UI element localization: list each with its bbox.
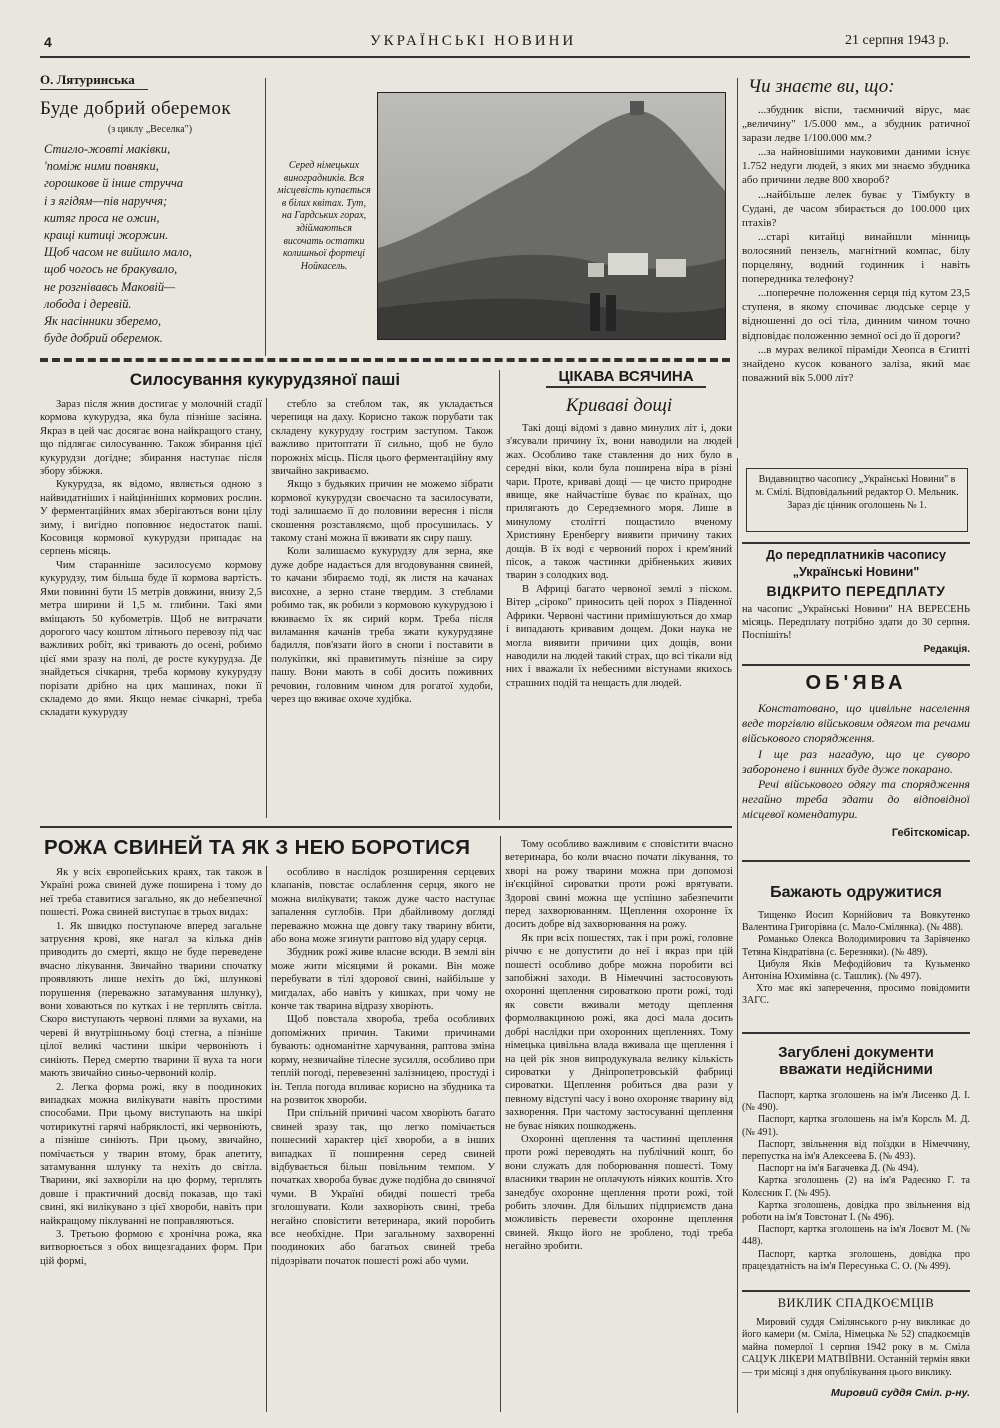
lost-title-1: Загублені документи	[778, 1044, 934, 1061]
marry-rule	[742, 1032, 970, 1034]
poem-line: горошкове й інше стручча	[44, 176, 184, 191]
poem	[40, 72, 260, 362]
poem-line: 'поміж ними повняки,	[44, 159, 159, 174]
curious-text	[506, 422, 732, 822]
notice-paragraph: Констатовано, що цивільне населення веде торгівлю військовим одягом та речами військового спорядження.	[742, 701, 970, 746]
lost-document-item: Паспорт, картка зголошень на ім'я Корсль М. Д. (№ 491).	[742, 1114, 970, 1138]
silage-paragraph: Якщо з будьяких причин не можемо зібрати кормової кукурудзи своєчасно та засилосувати, тоді залишаємо її до половини вересня і після скошення розставляємо, щоб просушилась. У такому стані можна її вживати як сиру пашу.	[271, 479, 493, 545]
notice-rule	[742, 860, 970, 862]
curious-paragraph: В Африці багато червоної землі з піском. Вітер „сіроко" приносить цей порох з Південної Африки. Червоні частини примішуються до хмар і випадають кривавим дощем. Доки наука не могла виявити причини цих дощів, вони наводили на людей такий страх, що всі тікали від них і вважали їх небесними вістунами якихось страшних подій та нещасть для людей.	[506, 583, 732, 689]
erysipelas-paragraph: Збудник рожі живе власне всюди. В землі він може жити місяцями й роками. Він може перебувати в тілі здорової свині, найбільше у мигдалах, або навіть у кишках, при чому не конче так тварина відразу хворіють.	[271, 947, 495, 1013]
erysipelas-title: РОЖА СВИНЕЙ ТА ЯК З НЕЮ БОРОТИСЯ	[44, 836, 471, 859]
subscribe-rule-top	[742, 542, 970, 544]
subscribe-sign: Редакція.	[923, 644, 970, 655]
lost-document-item: Паспорт, картка зголошень на ім'я Лисенко Д. І. (№ 490).	[742, 1090, 970, 1114]
mid-rule	[40, 826, 732, 828]
erysipelas-paragraph: 2. Легка форма рожі, яку в поодиноких випадках можна вилікувати навіть простими способами. При цьому виступають на шкірі чотирикутні гарячі набряклості, які червоніють, а пізніше синіють. При цьому, звичайно, помічається у тварин втому, брак апетиту, затамування шлунку та нехіть до світла. Тварини, які захворіли на цю форму, терплять довше і практичний досвід показав, що такі свині, які вилікувано з цієї хвороби, навіть при найкращому піклуванні не поправляються.	[40, 1081, 262, 1227]
heirs-body: Мировий суддя Смілянського р-ну викликає до його камери (м. Сміла, Німецька № 52) спадкоємців майна померлої 1 серпня 1942 року в м. Сміла САЦУК ЛІКЕРИ МАТВІЇВНИ. Останній термін явки — три місяці з дня опублікування цього виклику.	[742, 1317, 970, 1378]
mountain-landscape-image	[378, 93, 726, 340]
erysipelas-paragraph: 1. Як швидко поступаюче вперед загальне затруєння крові, яке нагал за кілька днів приводить до смерті, якщо не буде переведене вчасно лікування. Звичайно тварини спочатку проявляють лише нехіть до їжі, шлункові порушення (переважно затамування шлунку), вони ховаються по кутках і не терплять світла. Скоро виступають червоні плями за вухами, на череві й внутрішньому боці стегна, а пізніше цілої великі частини шкіри червоніють і синіють. Перед смертю тварини її вуха та ноги мають звичайно синьо-червоний колір.	[40, 920, 262, 1080]
poem-line: Стигло-жовті маківки,	[44, 142, 171, 156]
subscribe-line-1: До передплатників часопису	[766, 548, 946, 562]
lost-document-item: Паспорт, звільнення від поїздки в Німеччину, перепустка на ім'я Алексеева Б. (№ 493).	[742, 1138, 970, 1163]
poem-line: лобода і деревій.	[44, 296, 132, 311]
notice-paragraph: Речі військового одягу та спорядження негайно треба здати до відповідної місцевої комендатури.	[742, 777, 970, 822]
notice-text	[742, 701, 970, 823]
silage-paragraph: Кукурудза, як відомо, являється одною з найвидатніших і найцінніших кормових рослин. У ферментаційних ямах зберігаються вони цілу зиму, і вигідно поповнює недостаток паші. Косовиця кормової кукурудзи припадає на серпень місяць.	[40, 479, 262, 558]
marry-item: Цибуля Яків Мефодійович та Кузьменко Антоніна Юхимівна (с. Ташлик). (№ 497).	[742, 958, 970, 983]
erysipelas-column-1	[40, 866, 262, 1412]
silage-column-1	[40, 398, 262, 818]
silage-column-divider	[266, 398, 267, 818]
lost-document-item: Картка зголошень (2) на ім'я Радеєнко Г. та Колєсник Г. (№ 495).	[742, 1175, 970, 1199]
erysipelas-paragraph: особливо в наслідок розширення серцевих клапанів, повстає ослаблення серця, якого не можна вилікувати; також дуже часто наступає запалення суглобів. При дбайливому догляді переважно можна ще довгу таку тварину вбити, або вона може згинути раптово від удару серця.	[271, 867, 495, 946]
top-dash-rule	[40, 358, 730, 362]
marriage-announcements	[742, 866, 970, 1030]
lost-items	[742, 1090, 970, 1273]
lost-title-2: вважати недійсними	[779, 1061, 933, 1078]
poem-line: буде добрий оберемок.	[44, 331, 163, 346]
notice-title: ОБ'ЯВА	[805, 672, 907, 694]
did-you-know-item: ...найбільше лелек буває у Тімбукту в Судані, де часом збирається до 100.000 цих птахів?	[742, 188, 970, 229]
did-you-know-item: ...за найновішими науковими даними існує 1.752 недуги людей, з яких ми знаємо збудника або причини ледве 800 хвороб?	[742, 146, 970, 187]
erysipelas-divider-1	[266, 866, 267, 1412]
poem-line: і з ягідям—пів наруччя;	[44, 193, 168, 208]
curious-title: Криваві дощі	[565, 395, 673, 416]
curious-paragraph: Такі дощі відомі з давно минулих літ і, доки з'ясували причину їх, вони наводили на людей жах. Особливо таке ставлення до них було в середні віки, коли була поширена віра в різні чари. Проте, криваві дощі — це чисто природне явище, яке найчастіше буває по країнах, що прилягають до Середземного моря. Лише в минулому столітті пощастило вченому Християну Еренбергу виявити причину таких дощів. В їх воді є червоний порох і крем'яний пісок, а також частинки дрібненьких живих тварин з солодких вод.	[506, 423, 732, 582]
lost-documents	[742, 1038, 970, 1284]
heirs-sign: Мировий суддя Сміл. р-ну.	[831, 1387, 970, 1400]
did-you-know-item: ...поперечне положення серця під кутом 23,5 ступеня, в якому спочиває людське серце у відношенні до осі тіла, динним чином точно відповідає положенню земної осі до її дороги?	[742, 287, 970, 342]
marry-footer: Хто має які заперечення, просимо повідомити ЗАГС.	[742, 983, 970, 1007]
erysipelas-paragraph: Тому особливо важливим є сповістити вчасно ветеринара, бо коли вчасно почати лікування, то хворі на рожу тварини можна при допомозі ін'єкційної сироватки проти рожі врятувати. Здорові свині можна ще успішно забезпечити перед захворюванням. Щеплення охоронне їх досить добре від захворювання на рожу.	[505, 839, 733, 931]
subscribe-body: на часопис „Українські Новини" НА ВЕРЕСЕНЬ місяць. Передплату потрібно здати до 30 серпня. Поспішіть!	[742, 604, 970, 641]
poem-subtitle: (з циклу „Веселка")	[107, 124, 193, 135]
paper-title: УКРАЇНСЬКІ НОВИНИ	[370, 33, 577, 49]
did-you-know-item: ...старі китайці винайшли мінниць волосяний пензель, магнітний компас, білу порцеляну, водний годинник і навіть попередника телефону?	[742, 230, 970, 286]
heirs-title: ВИКЛИК СПАДКОЄМЦІВ	[777, 1296, 935, 1310]
silage-curious-divider	[499, 370, 500, 820]
poem-line: щоб чогось не бракувало,	[44, 262, 178, 277]
lost-document-item: Паспорт, картка зголошень на ім'я Лоєвот М. (№ 448).	[742, 1224, 970, 1248]
did-you-know-title: Чи знаєте ви, що:	[748, 76, 895, 97]
silage-paragraph: стебло за стеблом так, як укладається черепиця на даху. Корисно також порубати так складену кукурудзу гострим заступом. Також важливо притоптати її сильно, щоб не було порожніх місць. Після цього ферментаційну яму звичайно закриваємо.	[271, 399, 493, 478]
lost-rule	[742, 1290, 970, 1292]
silage-column-2	[271, 398, 493, 818]
erysipelas-column-2	[271, 866, 495, 1412]
erysipelas-paragraph: Охоронні щеплення та частинні щеплення проти рожі переводять на публічний кошт, бо вони служать для поборювання пошесті. Тому власники тварин не оплачують ніяких коштів. Хто занедбує охоронне щеплення проти рожі, той робить злочин. Для більших підприємств дана можливість перевести охоронне щеплення свиней. Якщо його не зроблено, тоді треба негайно зробити.	[505, 1133, 733, 1253]
erysipelas-paragraph: Як у всіх європейських краях, так також в Україні рожа свиней дуже поширена і тому до неї треба ставитися загально, як до небезпечної пошесті. Рожа свиней виступає в трьох видах:	[40, 867, 262, 919]
did-you-know-item: ...в мурах великої піраміди Хеопса в Єгипті знайдено кусок кованого заліза, який має поважний вік 5.000 літ?	[742, 343, 970, 384]
erysipelas-paragraph: При спільній причині часом хворіють багато свиней зразу так, що легко помічається пошесний характер цієї хвороби, а в інших випадках її поширення серед свиней відбувається більш повільним темпом. У початках хвороба буває дуже подібна до свинячої чуми. В Україні обидві пошесті треба зголошувати. Коли захворіють свині, треба негайно сповістити ветеринара, який поробить все необхідне. При загальному захворенні поодиноких або багатьох свиней треба підозрівати початок пошесті рожі або чуми.	[271, 1108, 495, 1267]
silage-paragraph: Чим старанніше засилосуємо кормову кукурудзу, тим більша буде її кормова вартість. Ями повинні бути 15 метрів довжини, внизу 2,5 метра ширини й 1,5 м. глибини. Такі ями вміщають 50 кубометрів. Щоб не витрачати дорогого часу коштом літнього перевозу під час важливих робіт, які тривають до осені, робимо цієї ями зразу на полі, де росте кукурудза. Де знайдеться січкарня, треба кормову кукурудзу порізати дрібно на цих машинах, поки її складемо до ями. Якщо немає січкарні, треба складати кукурудзу	[40, 559, 262, 719]
publisher-text: Видавництво часопису „Українські Новини" в м. Смілі. Відповідальний редактор О. Мельник. Зараз діє цінник оголошень № 1.	[755, 474, 959, 511]
silage-paragraph: Коли залишаємо кукурудзу для зерна, яке дуже добре надається для вгодовування свиней, то качани збираємо тоді, як листя на качанах висохне, а зерно стане твердим. З стеблами робимо так, як робили з кормовою кукурудзою і вживаємо їх як сирий корм. Треба після виламання качанів треба зжати кукурудзяне бадилля, пов'язати його в снопи і поставити в полукіпки, які правитимуть пізніше за сиру пашу. Вони мають в собі досить поживних речовин, головним чином для рогатої худоби, через що вживає охоче худібка.	[271, 546, 493, 705]
erysipelas-column-3	[505, 838, 733, 1412]
official-notice	[742, 672, 970, 858]
marry-title: Бажають одружитися	[770, 884, 942, 901]
poem-line: Як насінники зберемо,	[44, 314, 162, 329]
subscribe-line-2: „Українські Новини"	[792, 565, 920, 579]
masthead	[40, 28, 970, 54]
right-column-divider	[737, 458, 738, 1413]
poem-line: не розгнівавсь Маковій—	[44, 279, 176, 294]
did-you-know-items	[742, 103, 970, 385]
did-you-know-item: ...збудник віспи, таємничий вірус, має „величину" 1/5.000 мм., а збудник ратичної зарази ледве 1/100.000 мм.?	[742, 104, 970, 145]
photo-divider	[737, 78, 738, 448]
heirs-summons	[742, 1294, 970, 1414]
erysipelas-divider-2	[500, 836, 501, 1412]
erysipelas-paragraph: Щоб повстала хвороба, треба особливих допоміжних причин. Такими причинами бувають: одноманітне харчування, раптова зміна корму, незвичайне тілесне зусилля, особливо при теплій погоді, перевезенні залізницею, простуді і ін. Тепла погода впливає корисно на збудника та на розвиток хвороби.	[271, 1014, 495, 1106]
erysipelas-paragraph: 3. Третьою формою є хронічна рожа, яка витворюється з обох вищезгаданих форм. При цій формі,	[40, 1228, 262, 1267]
subscribe-line-3: ВІДКРИТО ПЕРЕДПЛАТУ	[766, 583, 946, 599]
page-number: 4	[44, 34, 52, 50]
notice-paragraph: І ще раз нагадую, що це суворо заборонено і винних буде дуже покарано.	[742, 746, 970, 776]
subscription-notice	[742, 548, 970, 660]
vineyard-photo	[377, 92, 726, 340]
curious-rubric: ЦІКАВА ВСЯЧИНА	[546, 368, 706, 388]
marry-items	[742, 910, 970, 983]
photo-caption: Серед німецьких виноградників. Вся місцевість купається в білих квітах. Тут, на Гардських горах, здіймаються височать остатки колишньої фортеці Нойкасель.	[277, 160, 371, 272]
lost-document-item: Паспорт, картка зголошень, довідка про працездатність на ім'я Пересунька С. О. (№ 499).	[742, 1248, 970, 1272]
issue-date: 21 серпня 1943 р.	[845, 33, 950, 48]
publisher-box	[746, 468, 968, 532]
lost-document-item: Паспорт на ім'я Багачевка Д. (№ 494).	[758, 1163, 919, 1175]
poem-lines	[40, 141, 260, 347]
erysipelas-paragraph: Як при всіх пошестях, так і при рожі, головне річчю є не допустити до неї і якраз при цій пошесті особливо добре можна поробити всі запобіжні заходи. В Німеччині застосовують охоронні щеплення сироваткою проти рожі, тоді як совєти вживали методу щеплення формолвакциною рожі, яка досі мала досить добрі наслідки при охоронних щепленнях. Тому німецька цивільна влада вживала ще щеплення і на цей рік знов випродукувала велику кількість сироватки у Дніпропетровській фабриці сироватки. Щеплення робиться два рази у певному відступі часу і воно охороняє тварину від захворення. При частому застосуванні щеплення не буває ніяких пошкоджень.	[505, 932, 733, 1132]
poem-author: О. Лятуринська	[40, 72, 148, 90]
poem-divider	[265, 78, 266, 356]
did-you-know	[742, 76, 970, 454]
poem-line: Щоб часом не вийшло мало,	[44, 245, 192, 260]
lost-document-item: Картка зголошень, довідка про звільнення від роботи на ім'я Товстонат І. (№ 496).	[742, 1199, 970, 1224]
notice-sign: Гебітскомісар.	[891, 826, 970, 839]
poem-line: китяг проса не ожин,	[44, 210, 160, 225]
poem-line: кращі китиці жоржин.	[44, 228, 169, 243]
masthead-rule	[40, 56, 970, 58]
subscribe-rule-bottom	[742, 664, 970, 666]
poem-title: Буде добрий оберемок	[40, 98, 232, 119]
silage-title: Силосування кукурудзяної паші	[129, 370, 401, 389]
marry-item: Тищенко Йосип Корнійович та Вовкутенко Валентина Григорівна (с. Мало-Смілянка). (№ 488).	[742, 910, 970, 934]
silage-paragraph: Зараз після жнив достигає у молочній стадії кормова кукурудза, яка була пізніше засіяна. Якраз в цей час досягає вона найкращого стану, що підлягає силосуванню. Також збирання цієї кукурудзи догідне; збирання наступає після збору збіжжя.	[40, 399, 262, 478]
marry-item: Романько Олекса Володимирович та Зарівченко Тетяна Кіндратівна (с. Березняки). (№ 489).	[742, 934, 970, 958]
